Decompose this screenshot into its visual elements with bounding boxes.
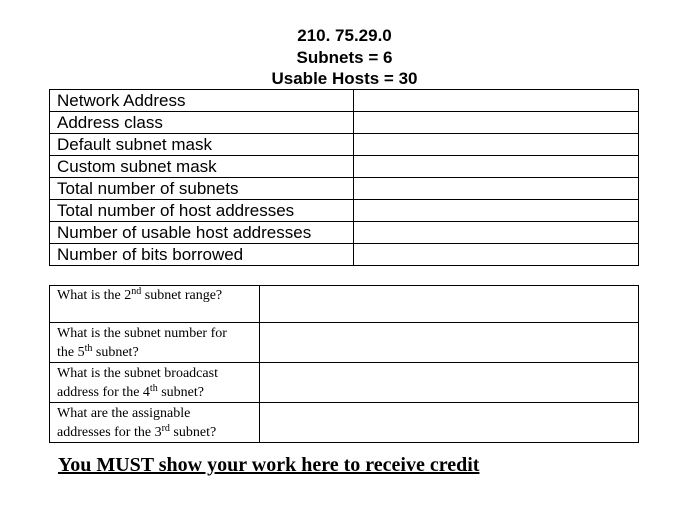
row-label-default-subnet-mask: Default subnet mask [50, 134, 354, 156]
question-text: addresses for the 3 [57, 425, 162, 440]
ip-address-heading: 210. 75.29.0 [297, 26, 392, 45]
row-label-usable-host-addresses: Number of usable host addresses [50, 222, 354, 244]
table-row [50, 178, 639, 200]
row-label-custom-subnet-mask: Custom subnet mask [50, 156, 354, 178]
answer-cell-3rd-subnet-assignable[interactable] [260, 403, 639, 443]
row-label-bits-borrowed: Number of bits borrowed [50, 244, 354, 266]
table-row [50, 403, 639, 443]
question-text: the 5 [57, 345, 85, 360]
question-text: What are the assignable [57, 406, 191, 421]
question-5th-subnet-number [50, 323, 260, 363]
table-row [50, 134, 639, 156]
subnets-heading: Subnets = 6 [296, 48, 393, 67]
answer-cell-5th-subnet-number[interactable] [260, 323, 639, 363]
ordinal-suffix: th [84, 343, 93, 355]
subnet-questions-table [49, 285, 639, 443]
table-row [50, 323, 639, 363]
answer-cell-network-address[interactable] [354, 90, 639, 112]
table-row [50, 200, 639, 222]
question-text: What is the 2 [57, 288, 132, 303]
show-work-instruction: You MUST show your work here to receive credit [58, 454, 480, 476]
question-text: subnet? [92, 345, 139, 360]
question-text: address for the 4 [57, 385, 150, 400]
answer-cell-bits-borrowed[interactable] [354, 244, 639, 266]
question-2nd-subnet-range [50, 286, 260, 323]
table-row [50, 112, 639, 134]
row-label-network-address: Network Address [50, 90, 354, 112]
question-text: subnet? [169, 425, 217, 440]
table-row [50, 90, 639, 112]
question-3rd-subnet-assignable [50, 403, 260, 443]
answer-cell-total-subnets[interactable] [354, 178, 639, 200]
answer-cell-default-subnet-mask[interactable] [354, 134, 639, 156]
usable-hosts-heading: Usable Hosts = 30 [271, 69, 418, 88]
row-label-address-class: Address class [50, 112, 354, 134]
answer-cell-address-class[interactable] [354, 112, 639, 134]
answer-cell-custom-subnet-mask[interactable] [354, 156, 639, 178]
question-4th-subnet-broadcast [50, 363, 260, 403]
ordinal-suffix: th [149, 383, 158, 395]
table-row [50, 222, 639, 244]
ordinal-suffix: rd [161, 423, 170, 435]
subnet-info-table [49, 89, 639, 266]
table-row [50, 286, 639, 323]
answer-cell-usable-host-addresses[interactable] [354, 222, 639, 244]
question-text: subnet? [157, 385, 204, 400]
answer-cell-2nd-subnet-range[interactable] [260, 286, 639, 323]
question-text: subnet range? [141, 288, 223, 303]
table-row [50, 363, 639, 403]
question-text: What is the subnet broadcast [57, 366, 218, 381]
table-row [50, 156, 639, 178]
question-text: What is the subnet number for [57, 326, 227, 341]
row-label-total-subnets: Total number of subnets [50, 178, 354, 200]
answer-cell-total-host-addresses[interactable] [354, 200, 639, 222]
row-label-total-host-addresses: Total number of host addresses [50, 200, 354, 222]
answer-cell-4th-subnet-broadcast[interactable] [260, 363, 639, 403]
table-row [50, 244, 639, 266]
ordinal-suffix: nd [131, 286, 142, 298]
